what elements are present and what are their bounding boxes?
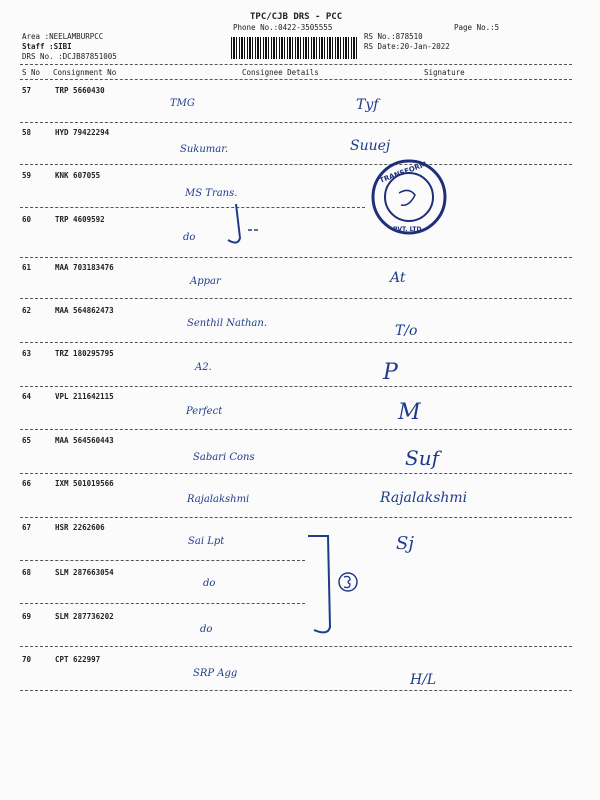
- row-divider: [20, 429, 572, 430]
- consignee-handwriting: Sukumar.: [180, 144, 229, 155]
- row-divider: [20, 646, 572, 647]
- row-divider: [20, 207, 365, 208]
- column-divider: [20, 79, 572, 80]
- ditto-bracket-mark: [218, 200, 263, 250]
- row-divider: [20, 560, 305, 561]
- rs-date: RS Date:20-Jan-2022: [364, 42, 450, 51]
- svg-text:PVT. LTD: PVT. LTD: [393, 226, 422, 233]
- barcode: [231, 37, 359, 59]
- consignee-handwriting: Senthil Nathan.: [187, 318, 267, 329]
- row-divider: [20, 164, 572, 165]
- signature: Rajalakshmi: [380, 490, 468, 506]
- row-number: 60: [22, 215, 32, 224]
- row-divider: [20, 122, 572, 123]
- row-number: 63: [22, 349, 32, 358]
- row-divider: [20, 603, 305, 604]
- signature: H/L: [410, 672, 437, 688]
- rs-number: RS No.:878510: [364, 32, 423, 41]
- consignment-number: CPT 622997: [55, 655, 101, 664]
- row-divider: [20, 342, 572, 343]
- signature: Suuej: [350, 138, 391, 154]
- document-title: TPC/CJB DRS - PCC: [250, 12, 343, 22]
- signature: M: [398, 400, 421, 425]
- consignee-handwriting: Appar: [190, 276, 221, 287]
- signature: At: [390, 270, 406, 286]
- row-number: 70: [22, 655, 32, 664]
- svg-text:TRANSFORM: TRANSFORM: [378, 160, 428, 185]
- row-divider: [20, 690, 572, 691]
- page-number: Page No.:5: [454, 23, 500, 32]
- row-number: 59: [22, 171, 32, 180]
- row-number: 64: [22, 392, 32, 401]
- signature: T/o: [395, 323, 418, 339]
- signature: Sj: [396, 533, 414, 554]
- header-divider: [20, 64, 572, 65]
- col-consignment: Consignment No: [53, 68, 117, 77]
- row-number: 66: [22, 479, 32, 488]
- consignee-handwriting: do: [203, 578, 216, 589]
- row-divider: [20, 298, 572, 299]
- row-number: 61: [22, 263, 32, 272]
- consignment-number: MAA 703183476: [55, 263, 114, 272]
- consignment-number: TRP 4609592: [55, 215, 105, 224]
- row-divider: [20, 257, 572, 258]
- consignee-handwriting: Rajalakshmi: [187, 494, 250, 505]
- row-divider: [20, 517, 572, 518]
- col-signature: Signature: [424, 68, 465, 77]
- consignment-number: TRZ 180295795: [55, 349, 114, 358]
- row-divider: [20, 386, 572, 387]
- signature: P: [383, 360, 398, 385]
- consignee-handwriting: Sai Lpt: [188, 536, 225, 547]
- consignment-number: SLM 287663054: [55, 568, 114, 577]
- consignee-handwriting: Perfect: [186, 406, 223, 417]
- signature: Tyf: [356, 97, 379, 113]
- consignee-handwriting: MS Trans.: [185, 188, 238, 199]
- ditto-bracket-mark: [300, 532, 370, 642]
- row-number: 69: [22, 612, 32, 621]
- row-number: 58: [22, 128, 32, 137]
- row-number: 68: [22, 568, 32, 577]
- consignment-number: HYD 79422294: [55, 128, 110, 137]
- consignee-handwriting: TMG: [170, 98, 195, 109]
- row-number: 65: [22, 436, 32, 445]
- consignee-handwriting: A2.: [195, 362, 212, 373]
- consignee-handwriting: do: [200, 624, 213, 635]
- consignment-number: SLM 287736202: [55, 612, 114, 621]
- consignee-handwriting: Sabari Cons: [193, 452, 255, 463]
- staff-field: Staff :SIBI: [22, 42, 72, 51]
- consignment-number: TRP 5660430: [55, 86, 105, 95]
- consignee-handwriting: do: [183, 232, 196, 243]
- row-number: 62: [22, 306, 32, 315]
- phone-number: Phone No.:0422-3505555: [233, 23, 333, 32]
- company-stamp: [369, 157, 449, 237]
- consignment-number: MAA 564862473: [55, 306, 114, 315]
- consignee-handwriting: SRP Agg: [193, 668, 238, 679]
- row-number: 67: [22, 523, 32, 532]
- col-sno: S No: [22, 68, 41, 77]
- consignment-number: VPL 211642115: [55, 392, 114, 401]
- consignment-number: MAA 564560443: [55, 436, 114, 445]
- col-consignee: Consignee Details: [242, 68, 319, 77]
- signature: Suf: [405, 446, 439, 470]
- consignment-number: KNK 607055: [55, 171, 101, 180]
- consignment-number: IXM 501019566: [55, 479, 114, 488]
- row-divider: [20, 473, 572, 474]
- drs-number: DRS No. :DCJB87851005: [22, 52, 117, 61]
- consignment-number: HSR 2262606: [55, 523, 105, 532]
- row-number: 57: [22, 86, 32, 95]
- area-field: Area :NEELAMBURPCC: [22, 32, 104, 41]
